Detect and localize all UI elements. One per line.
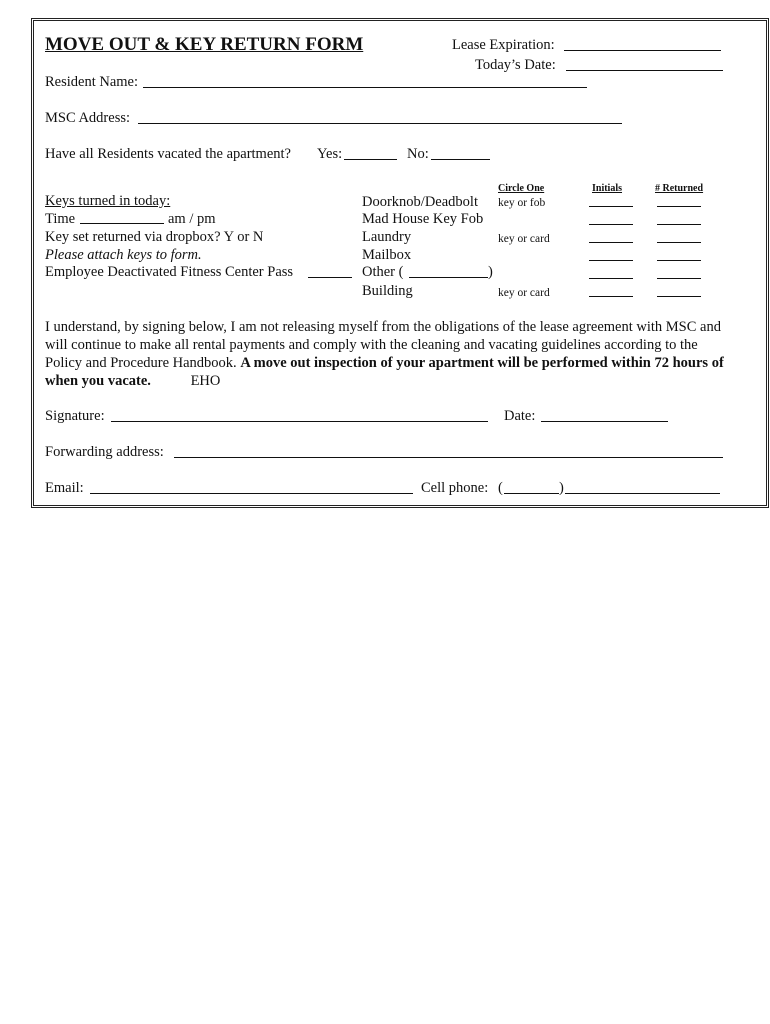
cell-phone-label: Cell phone: (421, 480, 489, 496)
resident-name-field[interactable] (143, 87, 587, 88)
todays-date-label: Today’s Date: (475, 57, 556, 73)
key-row-name: Other ( (362, 264, 404, 280)
form-title: MOVE OUT & KEY RETURN FORM (45, 34, 364, 55)
key-row-initials[interactable] (589, 242, 633, 243)
initials-header: Initials (592, 183, 623, 194)
resident-name-label: Resident Name: (45, 74, 139, 90)
no-field[interactable] (431, 159, 490, 160)
vacated-question: Have all Residents vacated the apartment? (45, 146, 291, 162)
key-row-returned[interactable] (657, 224, 701, 225)
key-row-returned[interactable] (657, 278, 701, 279)
email-label: Email: (45, 480, 84, 496)
time-label: Time (45, 211, 76, 227)
key-row-name: Building (362, 283, 413, 299)
yes-label: Yes: (317, 146, 343, 162)
fitness-pass-label: Employee Deactivated Fitness Center Pass (45, 264, 294, 280)
signature-field[interactable] (111, 421, 488, 422)
forwarding-address-label: Forwarding address: (45, 444, 164, 460)
other-close-paren: ) (488, 264, 493, 280)
key-row-name: Mad House Key Fob (362, 211, 484, 227)
key-row-name: Laundry (362, 229, 412, 245)
lease-expiration-field[interactable] (564, 50, 721, 51)
key-row-returned[interactable] (657, 296, 701, 297)
other-key-field[interactable] (409, 277, 488, 278)
key-row-initials[interactable] (589, 260, 633, 261)
key-row-returned[interactable] (657, 242, 701, 243)
circle-one-header: Circle One (498, 183, 545, 194)
key-row-name: Mailbox (362, 247, 412, 263)
key-row-initials[interactable] (589, 278, 633, 279)
date-label: Date: (504, 408, 536, 424)
key-row-returned[interactable] (657, 260, 701, 261)
fitness-pass-field[interactable] (308, 277, 352, 278)
key-row-returned[interactable] (657, 206, 701, 207)
key-row-initials[interactable] (589, 206, 633, 207)
date-field[interactable] (541, 421, 668, 422)
forwarding-address-field[interactable] (174, 457, 723, 458)
time-ampm[interactable]: am / pm (168, 211, 216, 227)
agreement-bold-text: A move out inspection of your apartment will be performed within 72 hours of when you vacate. (45, 355, 724, 389)
cell-area-open: ( (498, 480, 503, 496)
time-field[interactable] (80, 223, 164, 224)
lease-expiration-label: Lease Expiration: (452, 37, 555, 53)
key-row-circle[interactable]: key or fob (498, 197, 546, 209)
returned-header: # Returned (655, 183, 704, 194)
key-row-circle[interactable]: key or card (498, 287, 550, 299)
msc-address-label: MSC Address: (45, 110, 131, 126)
key-row-name: Doorknob/Deadbolt (362, 194, 478, 210)
no-label: No: (407, 146, 429, 162)
key-row-initials[interactable] (589, 296, 633, 297)
cell-area-close: ) (559, 480, 564, 496)
cell-number-field[interactable] (565, 493, 720, 494)
key-row-initials[interactable] (589, 224, 633, 225)
attach-note: Please attach keys to form. (45, 247, 202, 263)
msc-address-field[interactable] (138, 123, 622, 124)
cell-area-code-field[interactable] (504, 493, 559, 494)
keys-heading: Keys turned in today: (45, 193, 171, 209)
agreement-paragraph (45, 318, 735, 390)
email-field[interactable] (90, 493, 413, 494)
yes-field[interactable] (344, 159, 397, 160)
dropbox-question[interactable]: Key set returned via dropbox? Y or N (45, 229, 264, 245)
agreement-text: I understand, by signing below, I am not releasing myself from the obligations of the lease agreement with MSC and will continue to make all rental payments and comply with the cleaning and vacating guidelines according to the Policy and Procedure Handbook. (45, 319, 721, 371)
signature-label: Signature: (45, 408, 105, 424)
key-row-circle[interactable]: key or card (498, 233, 550, 245)
eho-mark: EHO (190, 373, 221, 389)
todays-date-field[interactable] (566, 70, 723, 71)
